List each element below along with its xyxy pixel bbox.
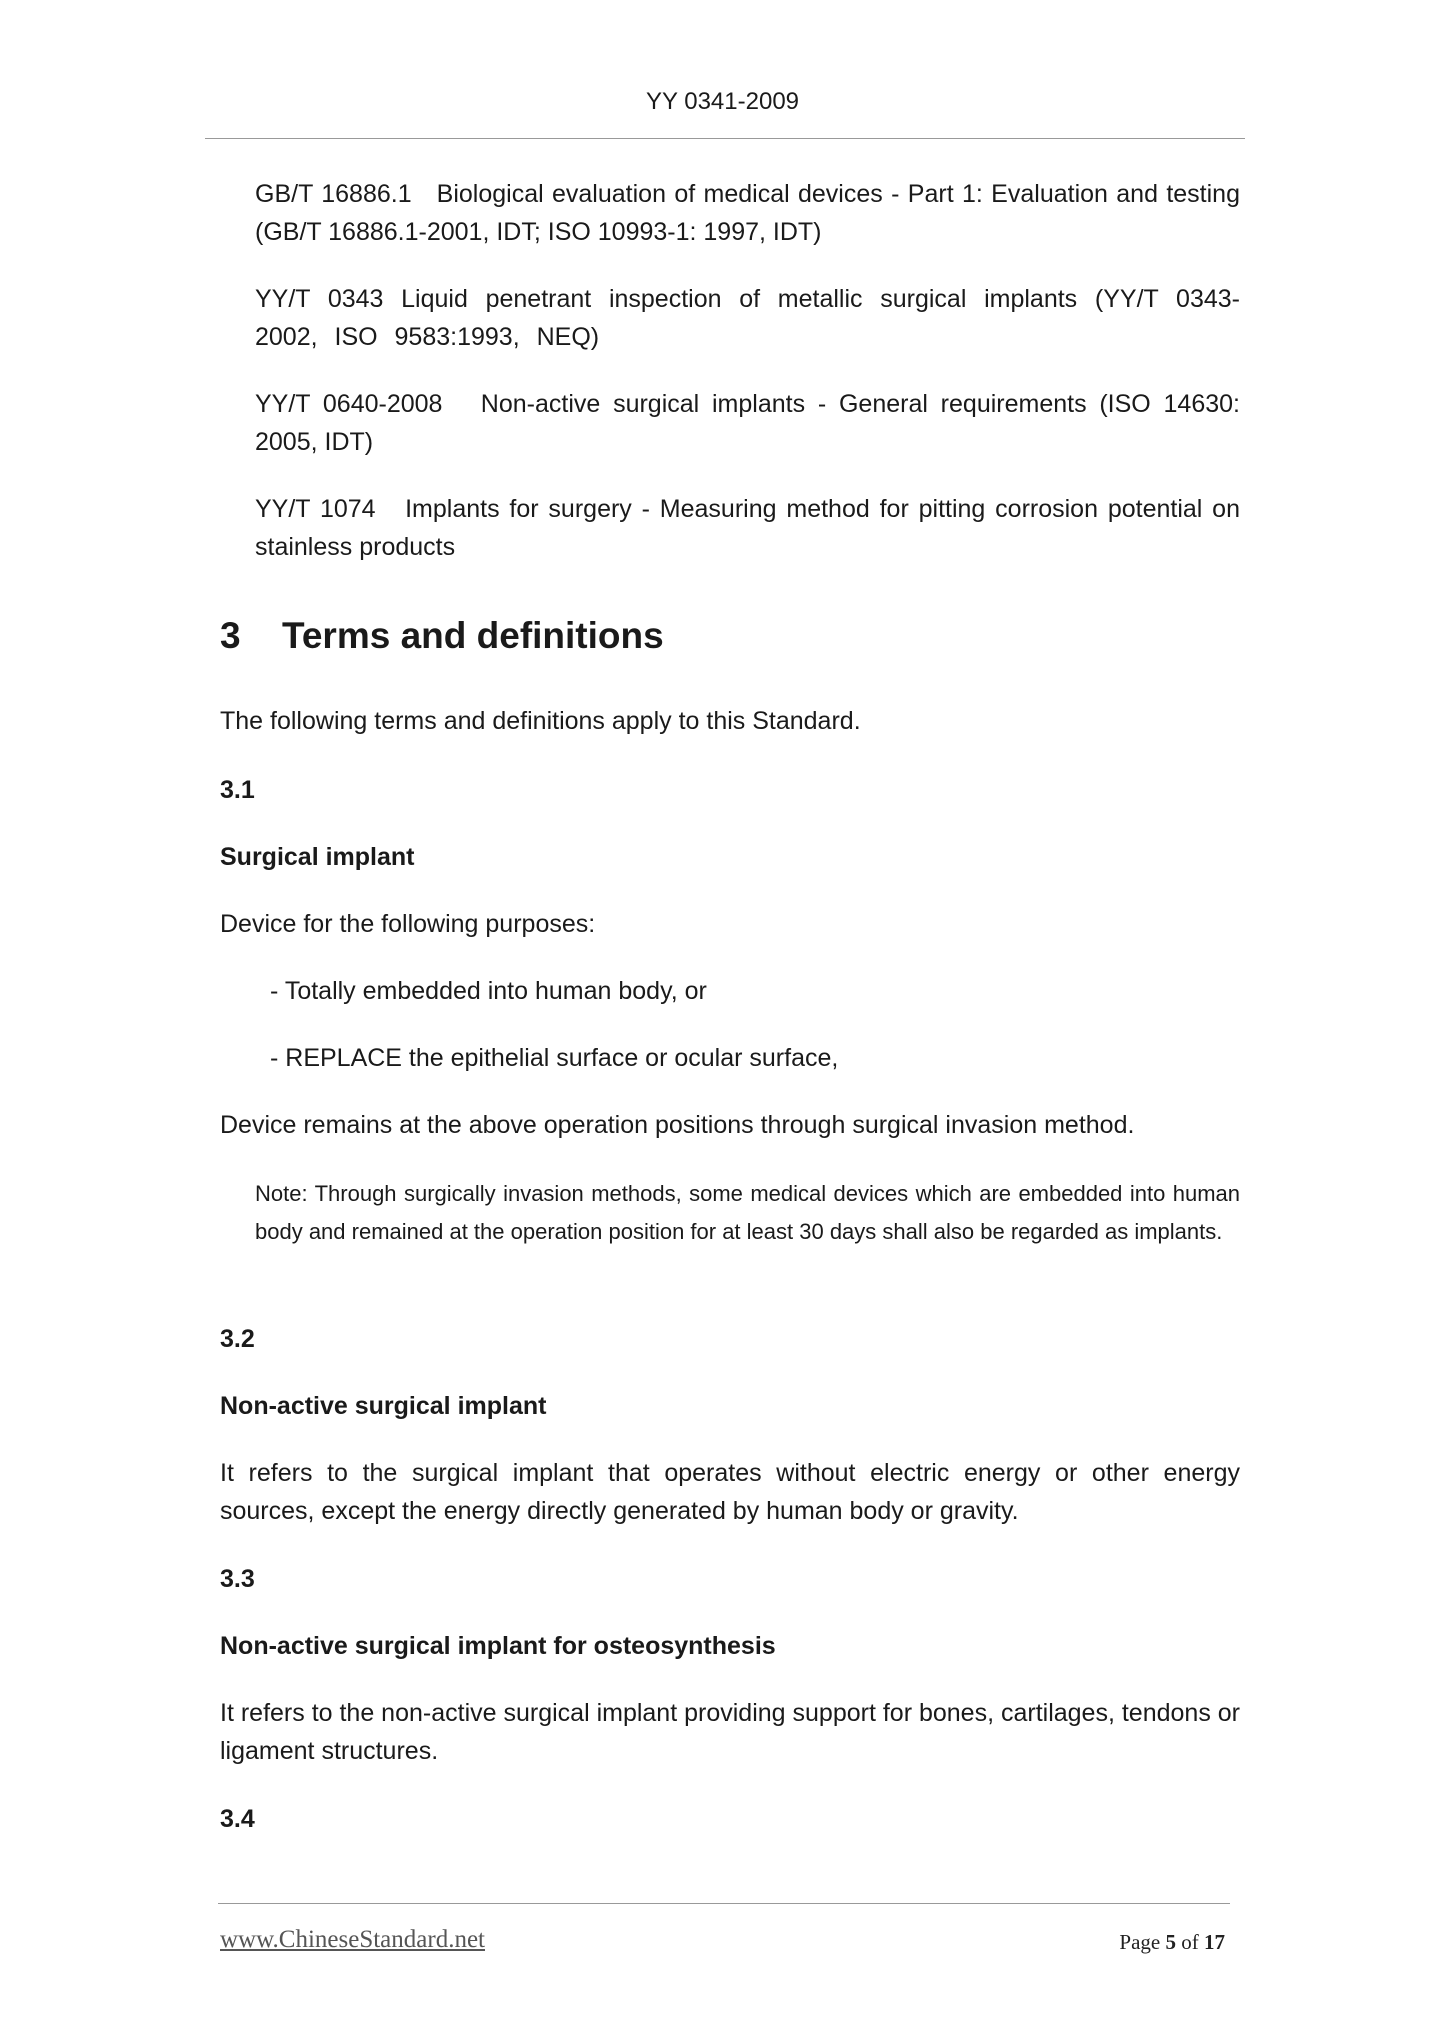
reference-gbt-16886-1: GB/T 16886.1 Biological evaluation of medical devices - Part 1: Evaluation and testing (GB/T 16886.1-2001, IDT; ISO 10993-1: 1997, IDT) xyxy=(255,180,1240,246)
term-after-text: Device remains at the above operation positions through surgical invasion method. xyxy=(220,1111,1135,1139)
footer-website-link[interactable]: www.ChineseStandard.net xyxy=(220,1926,485,1953)
term-number-3-2: 3.2 xyxy=(220,1325,255,1353)
list-item: - Totally embedded into human body, or xyxy=(270,977,707,1005)
page-of: of xyxy=(1181,1930,1199,1954)
page-current: 5 xyxy=(1165,1930,1176,1954)
page-indicator xyxy=(1119,1930,1225,1955)
reference-yyt-0640: YY/T 0640-2008 Non-active surgical implants - General requirements (ISO 14630: 2005, IDT) xyxy=(255,390,1240,456)
term-note: Note: Through surgically invasion methods, some medical devices which are embedded into human body and remained at the operation position for at least 30 days shall also be regarded as implants. xyxy=(255,1181,1240,1244)
term-definition-3-3: It refers to the non-active surgical implant providing support for bones, cartilages, tendons or ligament structures. xyxy=(220,1699,1240,1765)
term-number-3-3: 3.3 xyxy=(220,1565,255,1593)
term-title-osteosynthesis: Non-active surgical implant for osteosynthesis xyxy=(220,1632,776,1660)
term-lead-text: Device for the following purposes: xyxy=(220,910,596,938)
term-number-3-4: 3.4 xyxy=(220,1805,255,1833)
section-number: 3 xyxy=(220,615,241,656)
section-heading xyxy=(220,615,664,657)
term-definition-3-2: It refers to the surgical implant that operates without electric energy or other energy sources, except the energy directly generated by human body or gravity. xyxy=(220,1459,1240,1525)
page-prefix: Page xyxy=(1119,1930,1161,1954)
term-title-non-active-implant: Non-active surgical implant xyxy=(220,1392,547,1420)
reference-yyt-0343: YY/T 0343 Liquid penetrant inspection of metallic surgical implants (YY/T 0343-2002, ISO 9583:1993, NEQ) xyxy=(255,285,1240,351)
page-total: 17 xyxy=(1204,1930,1225,1954)
header-divider xyxy=(205,138,1245,139)
list-item: - REPLACE the epithelial surface or ocular surface, xyxy=(270,1044,839,1072)
term-number-3-1: 3.1 xyxy=(220,776,255,804)
reference-yyt-1074: YY/T 1074 Implants for surgery - Measuring method for pitting corrosion potential on stainless products xyxy=(255,495,1240,561)
footer-divider xyxy=(218,1903,1230,1904)
document-id-header: YY 0341-2009 xyxy=(645,88,800,115)
section-intro: The following terms and definitions apply to this Standard. xyxy=(220,707,861,735)
section-title: Terms and definitions xyxy=(282,615,664,656)
term-title-surgical-implant: Surgical implant xyxy=(220,843,415,871)
